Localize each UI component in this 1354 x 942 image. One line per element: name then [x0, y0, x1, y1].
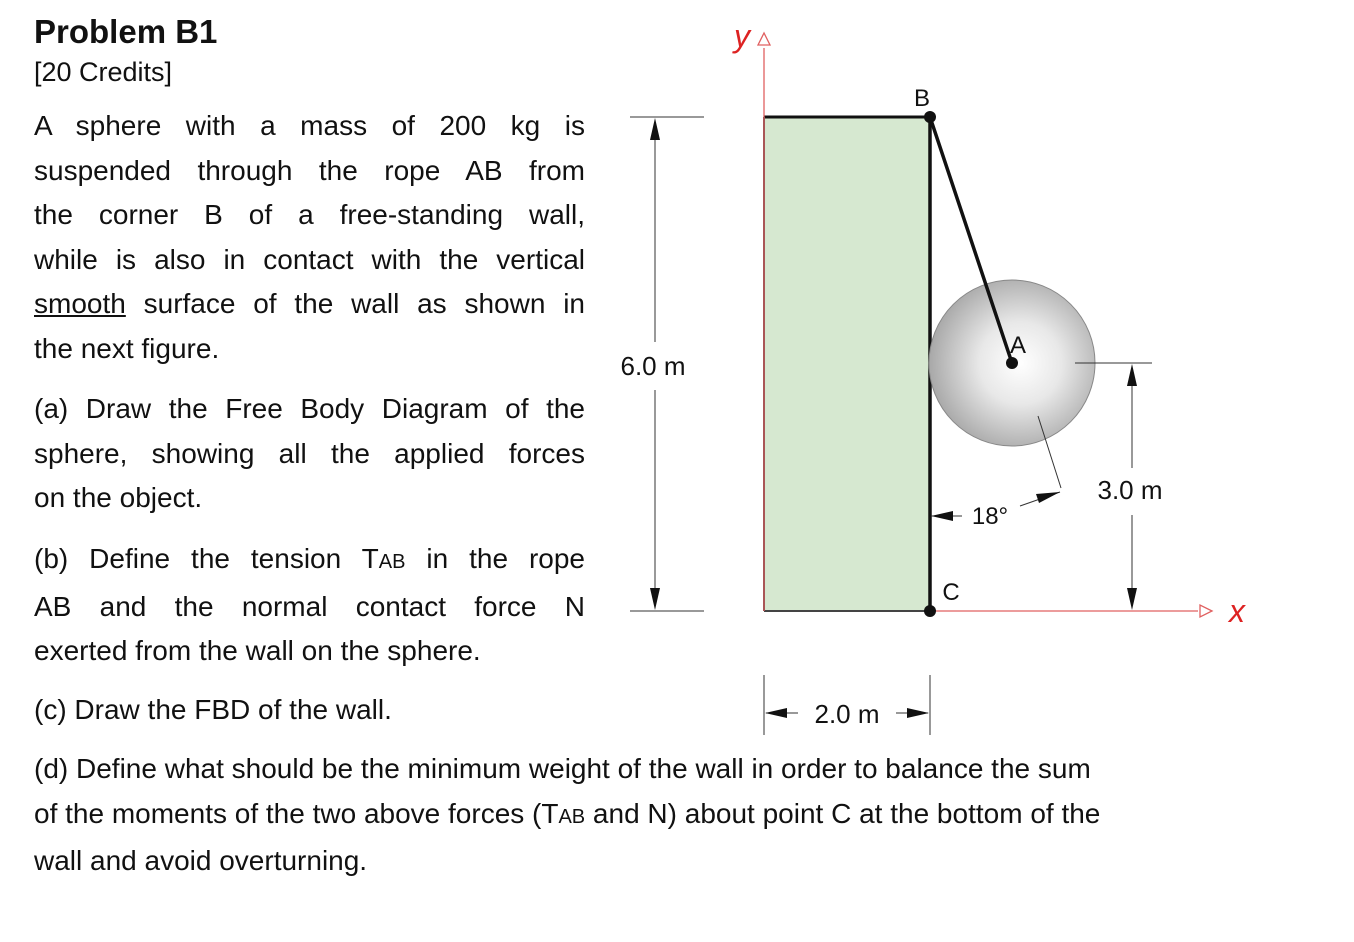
- wall-body: [764, 117, 930, 611]
- part-d-line: wall and avoid overturning.: [34, 845, 368, 876]
- smooth-emphasis: smooth: [34, 288, 126, 319]
- part-d-text: and N) about point C at the bottom of the: [585, 797, 1101, 829]
- sphere-height-dimension-label: 3.0 m: [1097, 475, 1163, 505]
- y-axis-arrow-icon: [758, 33, 770, 45]
- part-a-line: sphere, showing all the applied forces: [34, 437, 585, 469]
- point-c-marker: [924, 605, 936, 617]
- part-b-text: (b) Define the tension T: [34, 543, 379, 574]
- intro-line: suspended through the rope AB from: [34, 154, 585, 186]
- y-axis-label: y: [734, 18, 750, 54]
- part-b-text: in the rope: [405, 543, 585, 574]
- point-b-label: B: [913, 85, 931, 112]
- intro-line: the next figure.: [34, 332, 220, 364]
- tab-subscript: AB: [558, 805, 586, 828]
- width-dimension-label: 2.0 m: [814, 699, 880, 729]
- part-c-line: (c) Draw the FBD of the wall.: [34, 694, 392, 725]
- point-a-label: A: [1009, 332, 1027, 359]
- intro-line: while is also in contact with the vertical: [34, 243, 585, 275]
- part-d-line: (d) Define what should be the minimum weight of the wall in order to balance the sum: [34, 753, 1091, 784]
- credits-label: [20 Credits]: [34, 57, 173, 87]
- tab-subscript: AB: [378, 551, 406, 573]
- intro-line-rest: surface of the wall as shown in: [125, 288, 585, 319]
- part-d-text: of the moments of the two above forces (T: [34, 797, 559, 829]
- part-a-line: (a) Draw the Free Body Diagram of the: [34, 393, 585, 424]
- x-axis-arrow-icon: [1200, 605, 1212, 617]
- part-a-line: on the object.: [34, 482, 203, 513]
- height-dimension-label: 6.0 m: [620, 351, 686, 381]
- problem-title: Problem B1: [34, 13, 218, 50]
- part-b-line: AB and the normal contact force N: [34, 590, 585, 622]
- intro-line: the corner B of a free-standing wall,: [34, 199, 585, 230]
- point-c-label: C: [942, 579, 960, 606]
- angle-label: 18°: [971, 503, 1009, 530]
- intro-line: A sphere with a mass of 200 kg is: [34, 110, 585, 141]
- part-b-line: exerted from the wall on the sphere.: [34, 635, 481, 666]
- point-b-marker: [924, 111, 936, 123]
- x-axis-label: x: [1229, 593, 1245, 629]
